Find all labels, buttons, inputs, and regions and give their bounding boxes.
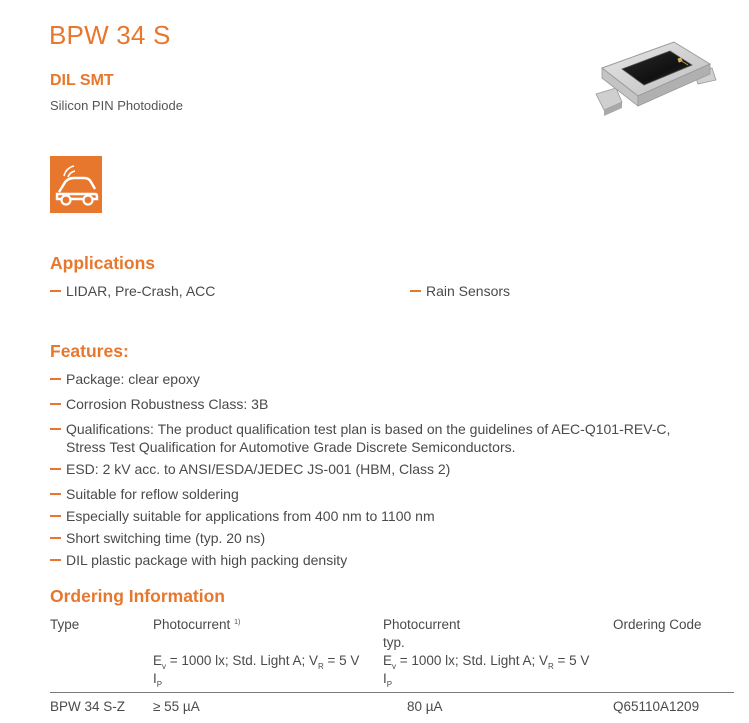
table-cell-type: BPW 34 S-Z — [50, 699, 126, 714]
bullet-dash-icon — [410, 290, 421, 292]
feature-item: Short switching time (typ. 20 ns) — [50, 529, 265, 547]
application-item: LIDAR, Pre-Crash, ACC — [50, 282, 215, 300]
feature-item: Qualifications: The product qualification test plan is based on the guidelines of AEC-Q101-REV-C, Stress Test Qualification for Automotive Grade Discrete Semiconductors. — [50, 420, 670, 456]
photocurrent-typ-symbol: $I_P$ — [383, 671, 393, 689]
application-item: Rain Sensors — [410, 282, 510, 300]
bullet-dash-icon — [50, 537, 61, 539]
ordering-heading: Ordering Information — [50, 586, 225, 606]
bullet-dash-icon — [50, 428, 61, 430]
feature-item: Package: clear epoxy — [50, 370, 200, 388]
table-cell-photocurrent-typ: 80 µA — [407, 699, 443, 714]
feature-item: Corrosion Robustness Class: 3B — [50, 395, 268, 413]
bullet-dash-icon — [50, 378, 61, 380]
bullet-dash-icon — [50, 559, 61, 561]
features-heading: Features: — [50, 341, 129, 361]
photocurrent-condition: $E_v = 1000$ lx; Std. Light A; $V_R = 5$ V — [153, 653, 360, 671]
product-image — [582, 32, 722, 132]
car-sensor-icon — [50, 156, 102, 213]
bullet-dash-icon — [50, 493, 61, 495]
bullet-dash-icon — [50, 403, 61, 405]
feature-item: Suitable for reflow soldering — [50, 485, 239, 503]
column-header-ordering-code: Ordering Code — [613, 617, 702, 632]
bullet-dash-icon — [50, 468, 61, 470]
applications-heading: Applications — [50, 253, 156, 273]
photocurrent-typ-condition: $E_v = 1000$ lx; Std. Light A; $V_R = 5$ V — [383, 653, 590, 671]
table-divider — [50, 692, 734, 693]
table-cell-photocurrent: ≥ 55 µA — [153, 699, 200, 714]
feature-item: DIL plastic package with high packing density — [50, 551, 347, 569]
feature-item: ESD: 2 kV acc. to ANSI/ESDA/JEDEC JS-001 (HBM, Class 2) — [50, 460, 450, 478]
column-header-type: Type — [50, 617, 80, 632]
column-header-photocurrent-typ: Photocurrent — [383, 617, 461, 632]
product-description: Silicon PIN Photodiode — [50, 98, 183, 113]
bullet-dash-icon — [50, 290, 61, 292]
table-cell-ordering-code: Q65110A1209 — [613, 699, 700, 714]
feature-item: Especially suitable for applications from 400 nm to 1100 nm — [50, 507, 435, 525]
bullet-dash-icon — [50, 515, 61, 517]
column-header-typ: typ. — [383, 635, 405, 650]
page-title: BPW 34 S — [49, 20, 171, 50]
package-type: DIL SMT — [50, 72, 114, 89]
column-header-photocurrent: Photocurrent $^{1)}$ — [153, 617, 241, 632]
photocurrent-symbol: $I_P$ — [153, 671, 163, 689]
